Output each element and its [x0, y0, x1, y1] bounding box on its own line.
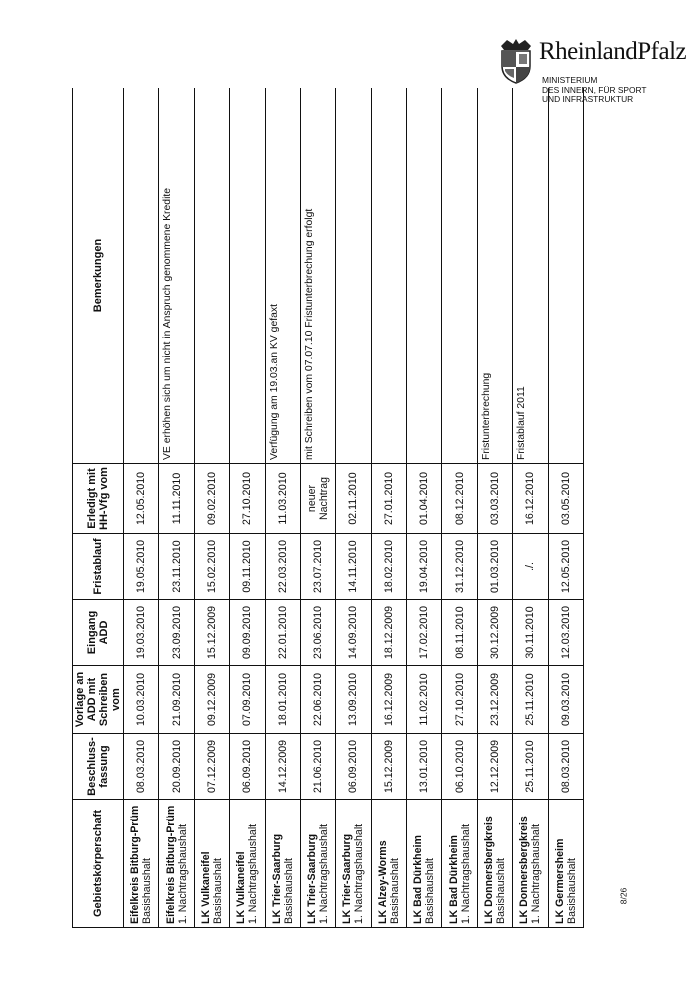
eingang-cell: 18.12.2009 — [371, 600, 406, 666]
frist-cell: 23.07.2010 — [300, 534, 335, 600]
bemerkung-cell — [407, 88, 442, 464]
budget-type: Basishaushalt — [424, 858, 437, 924]
beschluss-cell: 14.12.2009 — [265, 734, 300, 800]
bemerkung-cell: VE erhöhen sich um nicht in Anspruch genommene Kredite — [159, 88, 194, 464]
table-row — [371, 88, 406, 928]
entity-name: LK Trier-Saarburg — [341, 833, 354, 924]
vorlage-cell: 23.12.2009 — [477, 666, 512, 734]
frist-cell: 09.11.2010 — [230, 534, 265, 600]
vorlage-cell: 16.12.2009 — [371, 666, 406, 734]
brand-name: RheinlandPfalz — [539, 38, 687, 65]
entity-name: Eifelkreis Bitburg-Prüm — [164, 805, 177, 924]
budget-type: 1. Nachtragshaushalt — [176, 823, 189, 924]
frist-cell: 12.05.2010 — [548, 534, 584, 600]
vorlage-cell: 21.09.2010 — [159, 666, 194, 734]
bemerkung-cell — [124, 88, 159, 464]
vorlage-cell: 09.12.2009 — [194, 666, 229, 734]
beschluss-cell: 06.09.2010 — [230, 734, 265, 800]
ministry-name: MINISTERIUM DES INNERN, FÜR SPORT UND INFRASTRUKTUR — [542, 75, 647, 105]
bemerkung-cell: Fristunterbrechung — [477, 88, 512, 464]
beschluss-cell: 08.03.2010 — [548, 734, 584, 800]
vorlage-cell: 27.10.2010 — [442, 666, 477, 734]
entity-name: LK Trier-Saarburg — [270, 833, 283, 924]
erledigt-cell: 11.03.2010 — [265, 464, 300, 534]
eingang-cell: 30.11.2010 — [513, 600, 548, 666]
erledigt-cell: 27.10.2010 — [230, 464, 265, 534]
eingang-cell: 23.09.2010 — [159, 600, 194, 666]
bemerkung-cell — [194, 88, 229, 464]
budget-type: Basishaushalt — [141, 858, 154, 924]
bemerkung-cell: Verfügung am 19.03.an KV gefaxt — [265, 88, 300, 464]
beschluss-cell: 25.11.2010 — [513, 734, 548, 800]
frist-cell: 19.04.2010 — [407, 534, 442, 600]
frist-cell: 15.02.2010 — [194, 534, 229, 600]
vorlage-cell: 10.03.2010 — [124, 666, 159, 734]
entity-name: LK Germersheim — [553, 838, 566, 924]
entity-name: LK Vulkaneifel — [199, 851, 212, 924]
erledigt-cell: 09.02.2010 — [194, 464, 229, 534]
eingang-cell: 17.02.2010 — [407, 600, 442, 666]
erledigt-cell: 11.11.2010 — [159, 464, 194, 534]
bemerkung-cell: Fristablauf 2011 — [513, 88, 548, 464]
vorlage-cell: 18.01.2010 — [265, 666, 300, 734]
budget-type: Basishaushalt — [565, 858, 578, 924]
eingang-cell: 08.11.2010 — [442, 600, 477, 666]
budget-type: Basishaushalt — [211, 858, 224, 924]
beschluss-cell: 13.01.2010 — [407, 734, 442, 800]
vorlage-cell: 22.06.2010 — [300, 666, 335, 734]
beschluss-cell: 21.06.2010 — [300, 734, 335, 800]
vorlage-cell: 07.09.2010 — [230, 666, 265, 734]
eingang-cell: 14.09.2010 — [336, 600, 371, 666]
entity-cell — [159, 800, 194, 928]
entity-cell — [548, 800, 584, 928]
eingang-cell: 19.03.2010 — [124, 600, 159, 666]
erledigt-cell: 27.01.2010 — [371, 464, 406, 534]
erledigt-cell: neuer Nachtrag — [300, 464, 335, 534]
table-row — [265, 88, 300, 928]
eingang-cell: 09.09.2010 — [230, 600, 265, 666]
frist-cell: 31.12.2010 — [442, 534, 477, 600]
entity-name: LK Bad Dürkheim — [447, 835, 460, 924]
table-row — [124, 88, 159, 928]
entity-name: LK Bad Dürkheim — [412, 835, 425, 924]
eingang-cell: 30.12.2009 — [477, 600, 512, 666]
entity-cell — [300, 800, 335, 928]
table-row — [300, 88, 335, 928]
eingang-cell: 23.06.2010 — [300, 600, 335, 666]
erledigt-cell: 12.05.2010 — [124, 464, 159, 534]
budget-type: Basishaushalt — [388, 858, 401, 924]
entity-cell — [371, 800, 406, 928]
entity-cell — [124, 800, 159, 928]
entity-cell — [477, 800, 512, 928]
table-row — [230, 88, 265, 928]
col-header: Bemerkungen — [73, 88, 124, 464]
table-row — [194, 88, 229, 928]
beschluss-cell: 07.12.2009 — [194, 734, 229, 800]
entity-name: Eifelkreis Bitburg-Prüm — [129, 805, 142, 924]
table-row — [548, 88, 584, 928]
beschluss-cell: 20.09.2010 — [159, 734, 194, 800]
erledigt-cell: 03.05.2010 — [548, 464, 584, 534]
bemerkung-cell: mit Schreiben vom 07.07.10 Fristunterbrechung erfolgt — [300, 88, 335, 464]
bemerkung-cell — [230, 88, 265, 464]
vorlage-cell: 09.03.2010 — [548, 666, 584, 734]
frist-cell: 22.03.2010 — [265, 534, 300, 600]
entity-cell — [442, 800, 477, 928]
frist-cell: 19.05.2010 — [124, 534, 159, 600]
entity-cell — [513, 800, 548, 928]
table-row — [336, 88, 371, 928]
budget-table — [72, 88, 584, 928]
beschluss-cell: 12.12.2009 — [477, 734, 512, 800]
budget-type: 1. Nachtragshaushalt — [530, 823, 543, 924]
table-row — [477, 88, 512, 928]
bemerkung-cell — [371, 88, 406, 464]
frist-cell: 18.02.2010 — [371, 534, 406, 600]
col-header: Vorlage an ADD mit Schreiben vom — [73, 666, 124, 734]
erledigt-cell: 02.11.2010 — [336, 464, 371, 534]
entity-name: LK Vulkaneifel — [235, 851, 248, 924]
eingang-cell: 15.12.2009 — [194, 600, 229, 666]
budget-type: Basishaushalt — [282, 858, 295, 924]
eingang-cell: 22.01.2010 — [265, 600, 300, 666]
frist-cell: 23.11.2010 — [159, 534, 194, 600]
budget-type: Basishaushalt — [494, 858, 507, 924]
erledigt-cell: 16.12.2010 — [513, 464, 548, 534]
rotated-table-area — [72, 88, 584, 928]
page-number: 8/26 — [618, 887, 629, 905]
budget-type: 1. Nachtragshaushalt — [459, 823, 472, 924]
entity-name: LK Alzey-Worms — [376, 840, 389, 924]
entity-cell — [265, 800, 300, 928]
eingang-cell: 12.03.2010 — [548, 600, 584, 666]
coat-of-arms-icon — [497, 38, 535, 84]
col-header: Erledigt mit HH-Vfg vom — [73, 464, 124, 534]
entity-cell — [336, 800, 371, 928]
table-row — [513, 88, 548, 928]
entity-cell — [230, 800, 265, 928]
beschluss-cell: 06.10.2010 — [442, 734, 477, 800]
entity-name: LK Trier-Saarburg — [306, 833, 319, 924]
bemerkung-cell — [336, 88, 371, 464]
frist-cell: 14.11.2010 — [336, 534, 371, 600]
beschluss-cell: 15.12.2009 — [371, 734, 406, 800]
bemerkung-cell — [548, 88, 584, 464]
table-row — [159, 88, 194, 928]
budget-type: 1. Nachtragshaushalt — [353, 823, 366, 924]
entity-cell — [194, 800, 229, 928]
col-header: Fristablauf — [73, 534, 124, 600]
col-header: Eingang ADD — [73, 600, 124, 666]
col-header: Beschluss-fassung — [73, 734, 124, 800]
col-header: Gebietskörperschaft — [73, 800, 124, 928]
frist-cell: ./. — [513, 534, 548, 600]
table-header-row — [73, 88, 124, 928]
budget-type: 1. Nachtragshaushalt — [247, 823, 260, 924]
vorlage-cell: 25.11.2010 — [513, 666, 548, 734]
erledigt-cell: 01.04.2010 — [407, 464, 442, 534]
bemerkung-cell — [442, 88, 477, 464]
vorlage-cell: 11.02.2010 — [407, 666, 442, 734]
erledigt-cell: 08.12.2010 — [442, 464, 477, 534]
rotated-table-frame — [72, 88, 584, 928]
entity-name: LK Donnersbergkreis — [518, 816, 531, 924]
entity-name: LK Donnersbergkreis — [482, 816, 495, 924]
table-row — [407, 88, 442, 928]
table-row — [442, 88, 477, 928]
beschluss-cell: 06.09.2010 — [336, 734, 371, 800]
frist-cell: 01.03.2010 — [477, 534, 512, 600]
beschluss-cell: 08.03.2010 — [124, 734, 159, 800]
erledigt-cell: 03.03.2010 — [477, 464, 512, 534]
entity-cell — [407, 800, 442, 928]
budget-type: 1. Nachtragshaushalt — [318, 823, 331, 924]
vorlage-cell: 13.09.2010 — [336, 666, 371, 734]
